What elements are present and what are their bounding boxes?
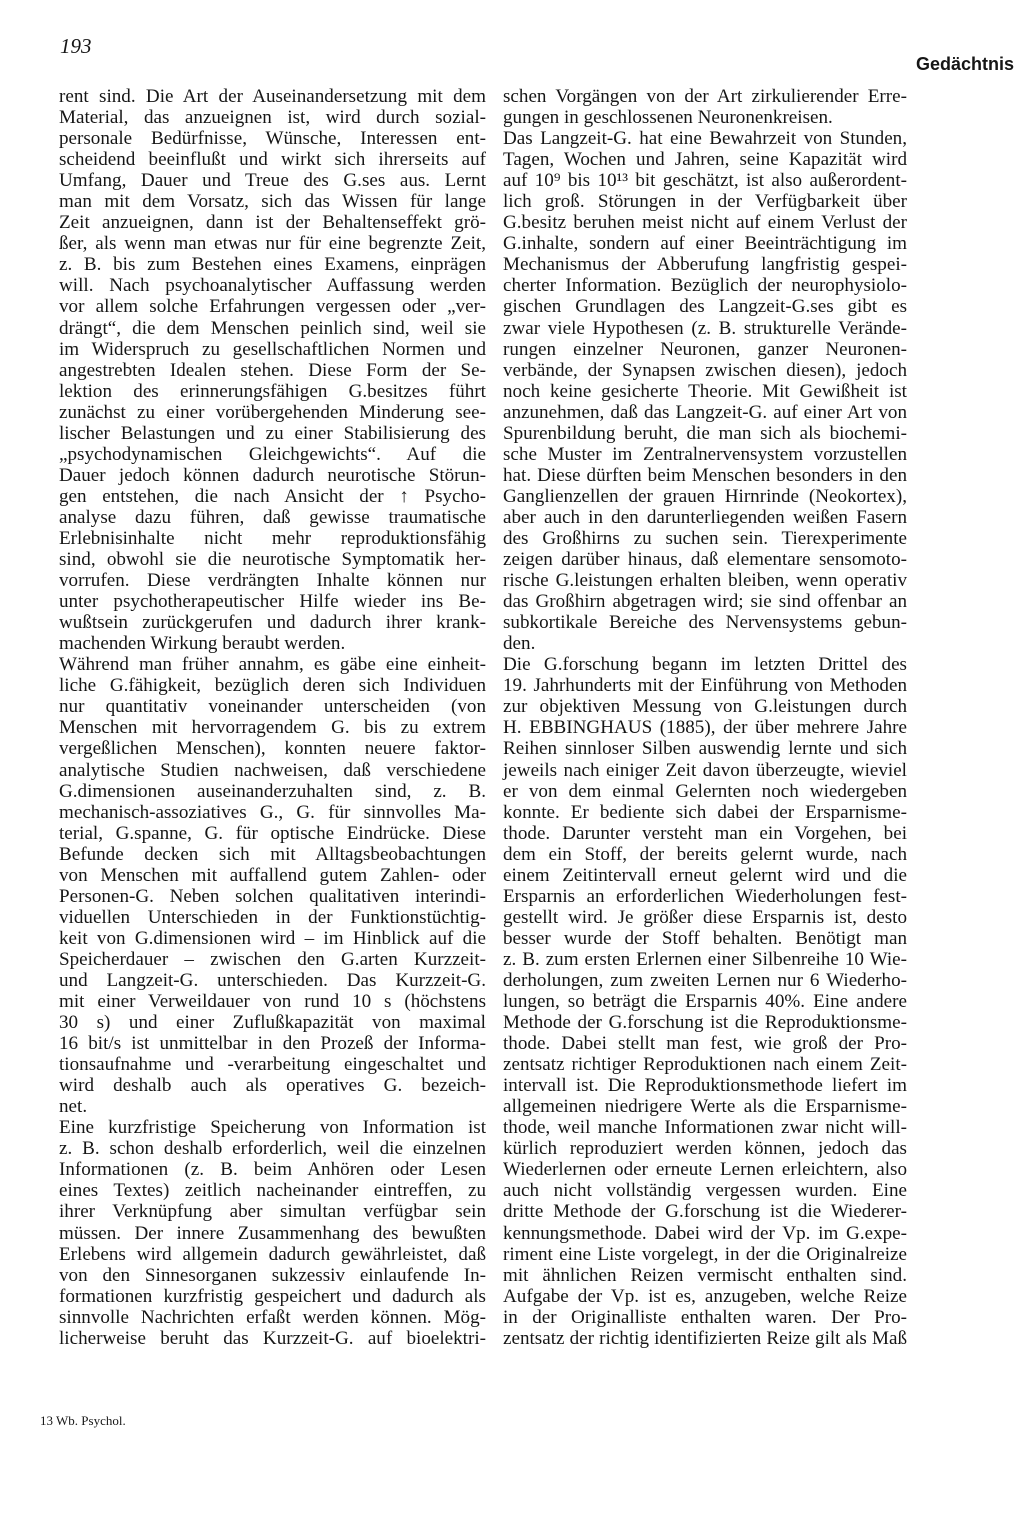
text-line: rent sind. Die Art der Auseinandersetzung mit dem [59,86,486,107]
text-line: Während man früher annahm, es gäbe eine einheit- [59,654,486,676]
text-line: z. B. schon deshalb erforderlich, weil die einzelnen [59,1138,486,1160]
text-line: z. B. zum ersten Erlernen einer Silbenreihe 10 Wie- [503,948,907,970]
text-line: sind, obwohl sie die neurotische Symptomatik her- [59,549,486,571]
text-line: Zeit anzueignen, dann ist der Behaltenseffekt grö- [59,212,486,234]
text-line: dritte Methode der G.forschung ist die Wiederer- [503,1201,907,1223]
text-line: Reihen sinnloser Silben auswendig lernte und sich [503,738,907,760]
text-line: zeigen darüber hinaus, daß elementare sensomoto- [503,549,907,571]
text-column-right [503,86,907,1349]
text-line: Menschen mit hervorragendem G. bis zu extrem [59,717,486,739]
text-line: einem Zeitintervall erneut gelernt wird und die [503,864,907,886]
text-line: allgemeinen niedrigere Werte als die Ersparnisme- [503,1096,907,1118]
text-line: anzunehmen, daß das Langzeit-G. auf einer Art von [503,401,907,423]
text-line: Die G.forschung begann im letzten Drittel des [503,654,907,676]
text-line: lich groß. Störungen in der Verfügbarkeit über [503,191,907,213]
text-line: „psychodynamischen Gleichgewichts“. Auf die [59,443,486,465]
text-line: drängt“, die dem Menschen peinlich sind, weil sie [59,317,486,339]
text-line: kennungsmethode. Dabei wird der Vp. im G.expe- [503,1222,907,1244]
text-line: ihrer Verknüpfung aber simultan verfügbar sein [59,1201,486,1223]
text-line: scheidend beeinflußt und wirkt sich ihrerseits auf [59,149,486,171]
text-line: keit von G.dimensionen wird – im Hinblick auf die [59,927,486,949]
text-line: des Großhirns zu suchen sein. Tierexperimente [503,527,907,549]
text-line: licherweise beruht das Kurzzeit-G. auf bioelektri- [59,1327,486,1349]
text-line: thode, weil manche Informationen zwar nicht will- [503,1117,907,1139]
text-line: gestellt wird. Je größer diese Ersparnis ist, desto [503,906,907,928]
text-line: sche Muster im Zentralnervensystem vorzustellen [503,443,907,465]
text-line: nur quantitativ voneinander unterscheiden (von [59,696,486,718]
text-line: Erlebnisinhalte nicht mehr reproduktionsfähig [59,527,486,549]
text-line: thode. Dabei stellt man fest, wie groß der Pro- [503,1033,907,1055]
text-line: den. [503,633,536,655]
text-line: rungen einzelner Neuronen, ganzer Neuronen- [503,338,907,360]
text-line: besser wurde der Stoff behalten. Benötigt man [503,927,907,949]
text-line: intervall ist. Die Reproduktionsmethode liefert im [503,1075,907,1097]
text-line: Spurenbildung beruht, die man sich als biochemi- [503,422,907,444]
text-column-left [59,86,486,1349]
text-line: riment eine Liste vorgelegt, in der die Originalreize [503,1243,907,1265]
text-line: man mit dem Vorsatz, sich das Wissen für lange [59,191,486,213]
text-line: Erlebens wird allgemein dadurch gewährleistet, daß [59,1243,486,1265]
text-line: formationen kurzfristig gespeichert und dadurch als [59,1285,486,1307]
text-line: dem ein Stoff, der bereits gelernt wurde, nach [503,843,907,865]
page-number: 193 [60,34,92,58]
text-line: Methode der G.forschung ist die Reproduktionsme- [503,1012,907,1034]
text-line: Tagen, Wochen und Jahren, seine Kapazität wird [503,149,907,171]
text-line: zentsatz richtiger Reproduktionen nach einem Zeit- [503,1054,907,1076]
text-line: mechanisch-assoziatives G., G. für sinnvolles Ma- [59,801,486,823]
text-line: 30 s) und einer Zuflußkapazität von maximal [59,1012,486,1034]
text-line: kürlich reproduziert werden können, jedoch das [503,1138,907,1160]
running-head: Gedächtnis [915,54,1014,74]
text-line: gen entstehen, die nach Ansicht der ↑ Psycho- [59,485,486,507]
text-line: und Langzeit-G. unterschieden. Das Kurzzeit-G. [59,969,486,991]
text-line: das Großhirn abgetragen wird; sie sind offenbar an [503,591,907,613]
text-line: vor allem solche Erfahrungen vergessen oder „ver- [59,296,486,318]
text-line: net. [59,1096,88,1118]
text-line: konnte. Er bediente sich dabei der Ersparnisme- [503,801,907,823]
text-line: Speicherdauer – zwischen den G.arten Kurzzeit- [59,948,486,970]
text-line: er von dem einmal Gelernten noch wiedergeben [503,780,907,802]
text-line: H. EBBINGHAUS (1885), der über mehrere Jahre [503,717,907,739]
text-line: gungen in geschlossenen Neuronenkreisen. [503,107,833,129]
text-line: G.besitz beruhen meist nicht auf einem Verlust der [503,212,907,234]
text-line: Mechanismus der Abberufung langfristig gespei- [503,254,907,276]
text-line: unter psychotherapeutischer Hilfe wieder ins Be- [59,591,486,613]
text-line: Aufgabe der Vp. ist es, anzugeben, welche Reize [503,1285,907,1307]
text-line: zur objektiven Messung von G.leistungen durch [503,696,907,718]
text-line: Dauer jedoch können dadurch neurotische Störun- [59,464,486,486]
text-line: von Menschen mit auffallend gutem Zahlen- oder [59,864,486,886]
text-line: Eine kurzfristige Speicherung von Information ist [59,1117,486,1139]
text-line: müssen. Der innere Zusammenhang des bewußten [59,1222,486,1244]
text-line: hat. Diese dürften beim Menschen besonders in den [503,464,907,486]
text-line: thode. Darunter versteht man ein Vorgehen, bei [503,822,907,844]
text-line: subkortikale Bereiche des Nervensystems gebun- [503,612,907,634]
text-line: Material, das anzueignen ist, wird durch sozial- [59,107,486,129]
text-line: wird deshalb auch als operatives G. bezeich- [59,1075,486,1097]
text-line: zentsatz der richtig identifizierten Reize gilt als Maß [503,1327,907,1349]
text-line: analyse dazu führen, daß gewisse traumatische [59,506,486,528]
text-line: lischer Belastungen und zu einer Stabilisierung des [59,422,486,444]
text-line: aber auch in den darunterliegenden weißen Fasern [503,506,907,528]
text-line: noch keine gesicherte Theorie. Mit Gewißheit ist [503,380,907,402]
text-line: will. Nach psychoanalytischer Auffassung werden [59,275,486,297]
text-line: Wiederlernen oder erneute Lernen erleichtern, also [503,1159,907,1181]
text-line: terial, G.spanne, G. für optische Eindrücke. Diese [59,822,486,844]
text-line: angestrebten Idealen stehen. Diese Form der Se- [59,359,486,381]
text-line: analytische Studien nachweisen, daß verschiedene [59,759,486,781]
text-line: Personen-G. Neben solchen qualitativen interindi- [59,885,486,907]
text-line: mit ähnlichen Reizen vermischt enthalten sind. [503,1264,907,1286]
text-line: machenden Wirkung beraubt werden. [59,633,346,655]
text-line: in der Originalliste enthalten waren. Der Pro- [503,1306,907,1328]
text-line: z. B. bis zum Bestehen eines Examens, einprägen [59,254,486,276]
text-line: zunächst zu einer vorübergehenden Minderung see- [59,401,486,423]
text-line: liche G.fähigkeit, bezüglich deren sich Individuen [59,675,486,697]
text-line: zwar viele Hypothesen (z. B. strukturelle Verände- [503,317,907,339]
text-line: jeweils nach einiger Zeit davon überzeugte, wieviel [503,759,907,781]
text-line: rische G.leistungen erhalten bleiben, wenn operativ [503,570,907,592]
text-line: Ersparnis an erforderlichen Wiederholungen fest- [503,885,907,907]
text-line: Befunde decken sich mit Alltagsbeobachtungen [59,843,486,865]
text-line: Umfang, Dauer und Treue des G.ses aus. Lernt [59,170,486,192]
text-line: cherter Information. Bezüglich der neurophysiolo- [503,275,907,297]
text-line: personale Bedürfnisse, Wünsche, Interessen ent- [59,128,486,150]
text-line: tionsaufnahme und -verarbeitung eingeschaltet und [59,1054,486,1076]
text-line: derholungen, zum zweiten Lernen nur 6 Wiederho- [503,969,907,991]
text-line: Ganglienzellen der grauen Hirnrinde (Neokortex), [503,485,907,507]
text-line: 19. Jahrhunderts mit der Einführung von Methoden [503,675,907,697]
text-line: im Widerspruch zu gesellschaftlichen Normen und [59,338,486,360]
text-line: Informationen (z. B. beim Anhören oder Lesen [59,1159,486,1181]
text-line: G.inhalte, sondern auf einer Beeinträchtigung im [503,233,907,255]
footer-signature: 13 Wb. Psychol. [40,1413,126,1428]
text-line: G.dimensionen auseinanderzuhalten sind, z. B. [59,780,486,802]
text-line: vorrufen. Diese verdrängten Inhalte können nur [59,570,486,592]
text-line: mit einer Verweildauer von rund 10 s (höchstens [59,991,486,1013]
text-line: gischen Grundlagen des Langzeit-G.ses gibt es [503,296,907,318]
text-line: verbände, der Synapsen zwischen diesen), jedoch [503,359,907,381]
text-line: auf 10⁹ bis 10¹³ bit geschätzt, ist also außerordent- [503,170,907,192]
text-line: von den Sinnesorganen sukzessiv einlaufende In- [59,1264,486,1286]
text-line: ßer, als wenn man etwas nur für eine begrenzte Zeit, [59,233,486,255]
text-line: lungen, so beträgt die Ersparnis 40%. Eine andere [503,991,907,1013]
text-line: sinnvolle Nachrichten erfaßt werden können. Mög- [59,1306,486,1328]
text-line: Das Langzeit-G. hat eine Bewahrzeit von Stunden, [503,128,907,150]
text-line: wußtsein zurückgerufen und dadurch ihrer krank- [59,612,486,634]
text-line: eines Textes) zeitlich nacheinander eintreffen, zu [59,1180,486,1202]
text-line: viduellen Unterschieden in der Funktionstüchtig- [59,906,486,928]
text-line: auch nicht vollständig vergessen wurden. Eine [503,1180,907,1202]
text-line: vergeßlichen Menschen), konnten neuere faktor- [59,738,486,760]
text-line: 16 bit/s ist unmittelbar in den Prozeß der Informa- [59,1033,486,1055]
text-line: schen Vorgängen von der Art zirkulierender Erre- [503,86,907,107]
text-line: lektion des erinnerungsfähigen G.besitzes führt [59,380,486,402]
